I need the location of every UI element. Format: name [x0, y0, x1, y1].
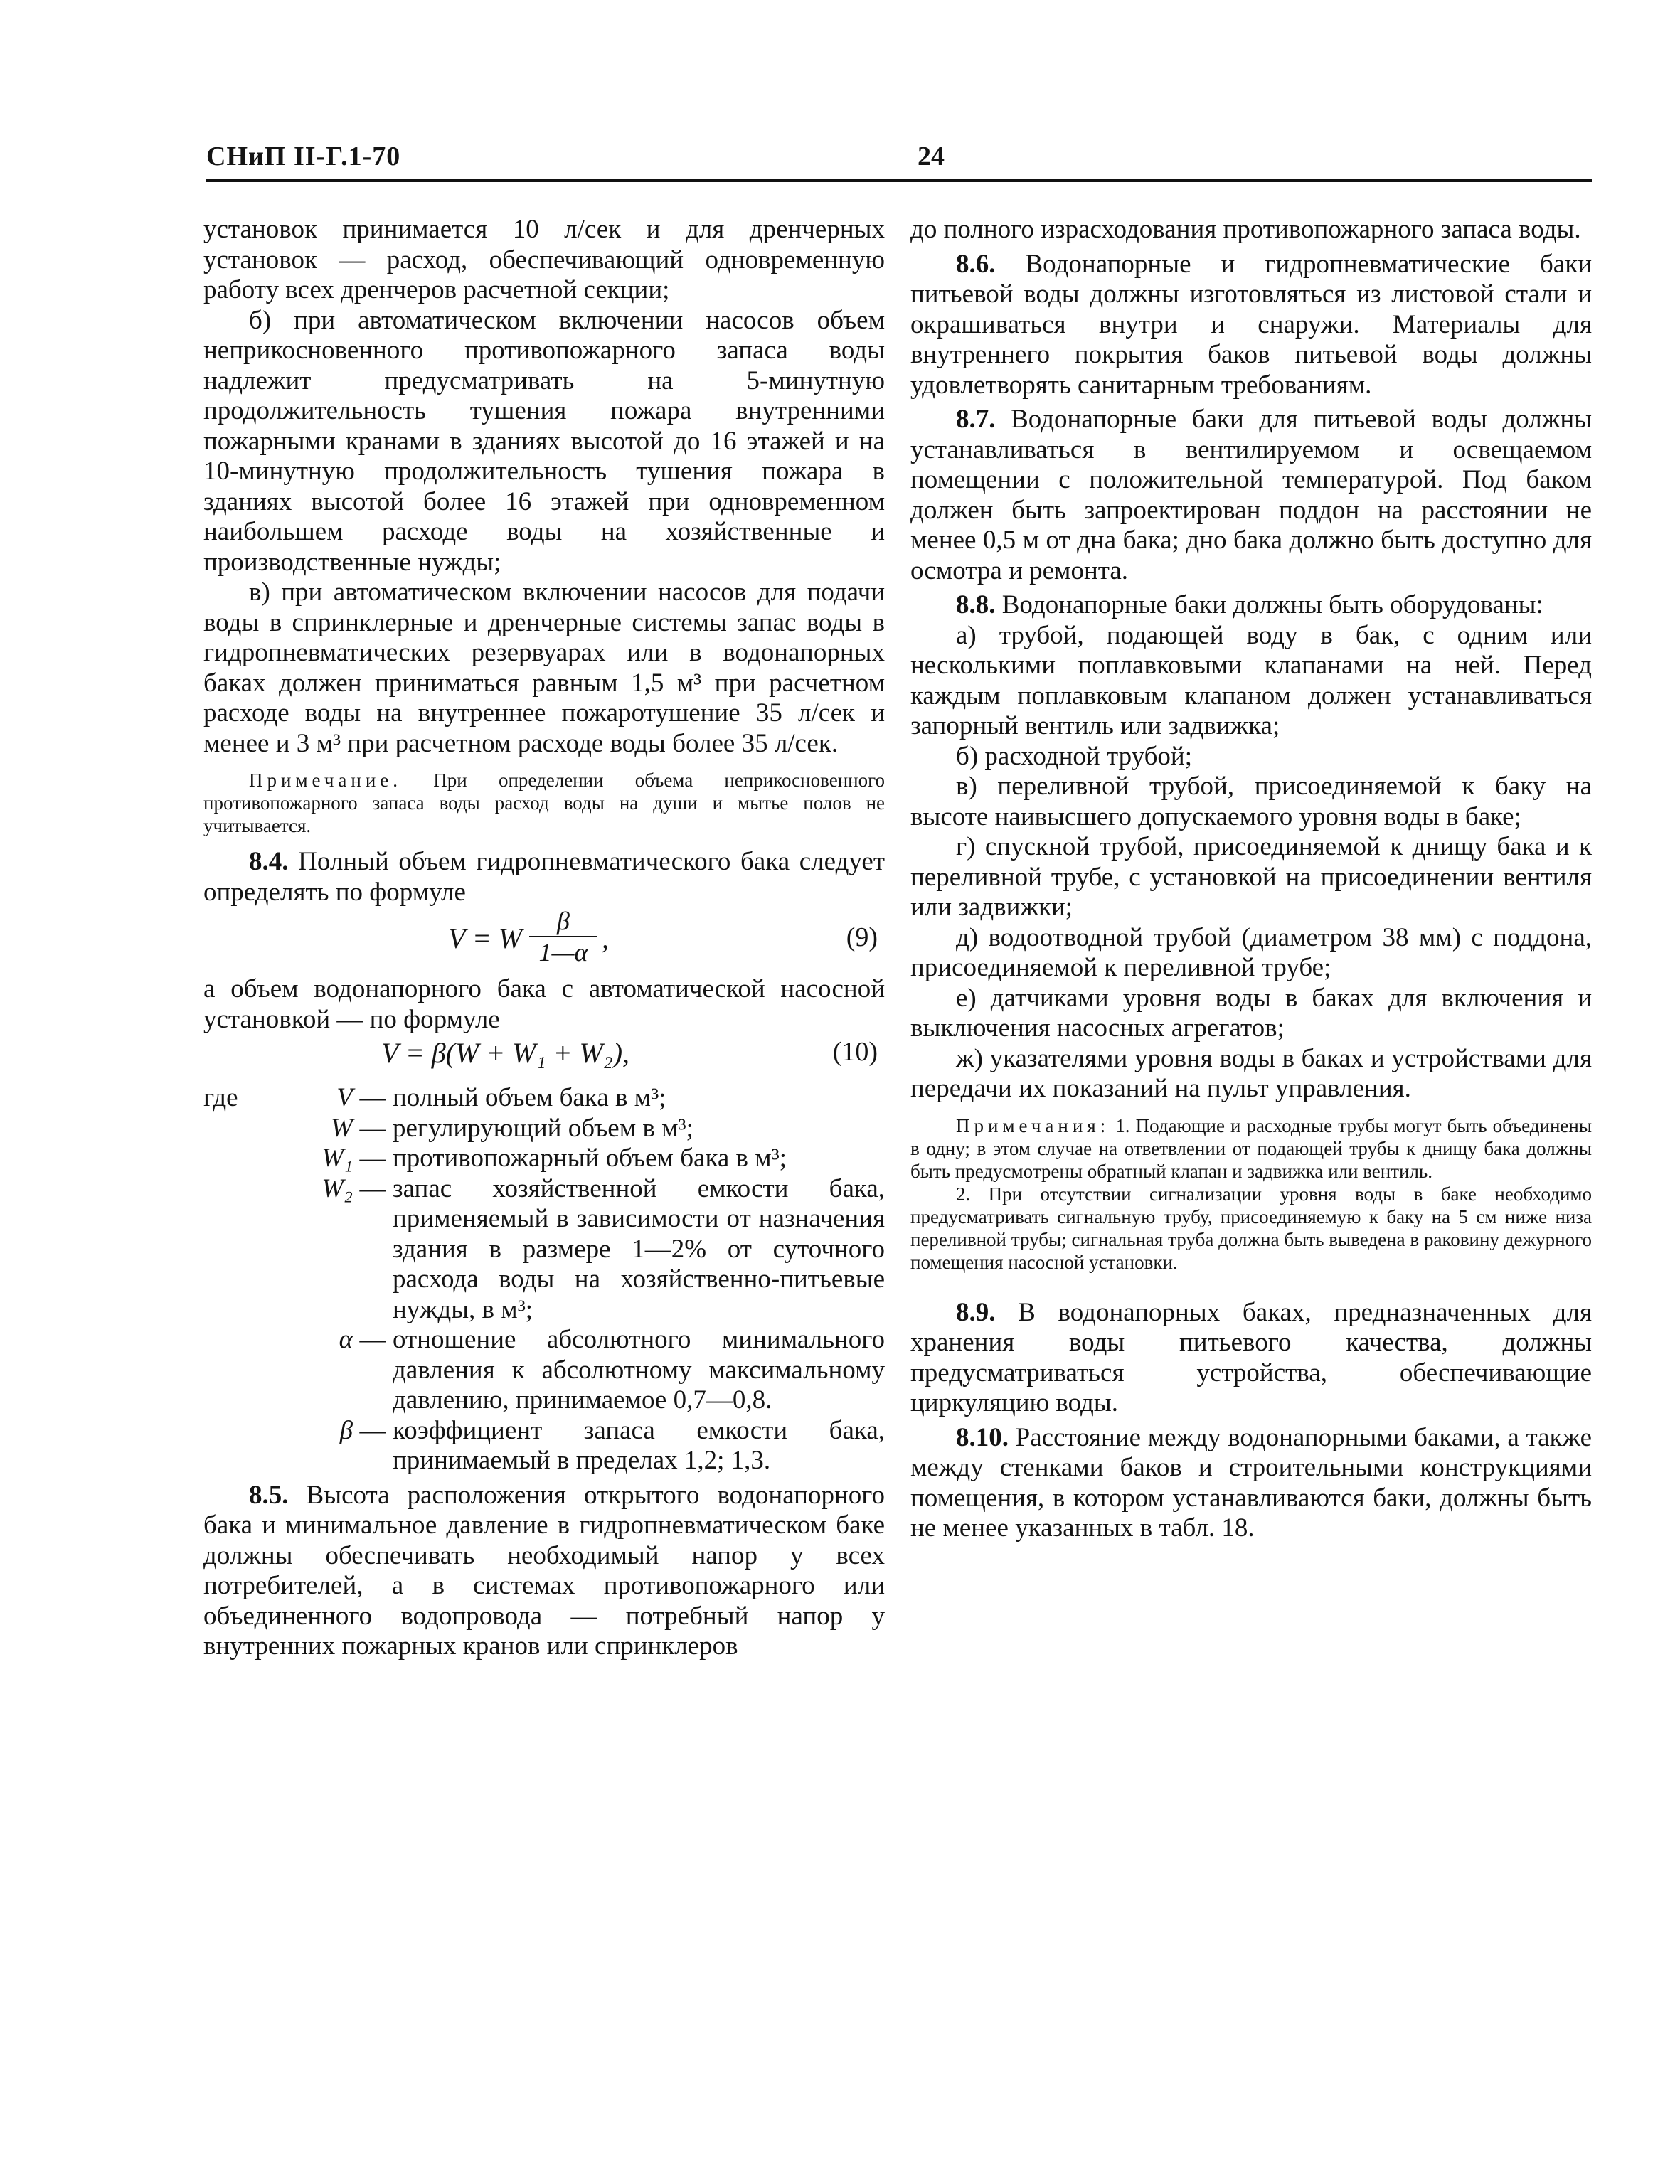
note-text: При определении объема неприкосновенного противопожарного запаса воды расход воды на души и мытье полов не учитывается. — [203, 769, 885, 836]
list-item: а) трубой, подающей воду в бак, с одним или несколькими поплавковыми клапанами на ней. Перед каждым поплавковым клапаном должен устанавливаться запорный вентиль или задвижка; — [910, 620, 1592, 740]
definition-text: полный объем бака в м³; — [393, 1083, 666, 1112]
definition-dash: — — [359, 1325, 386, 1354]
definition-dash: — — [359, 1144, 386, 1173]
list-item: е) датчиками уровня воды в баках для включения и выключения насосных агрегатов; — [910, 983, 1592, 1043]
definition-line — [203, 1174, 885, 1326]
section-text: Водонапорные и гидропневматические баки питьевой воды должны изготовляться из листовой стали и окрашиваться внутри и снаружи. Материалы для внутреннего покрытия баков питьевой воды должны удовлетворять санитарным требованиям. — [910, 249, 1593, 400]
paragraph-after-formula-9: а объем водонапорного бака с автоматической насосной установкой — по формуле — [203, 974, 885, 1034]
section-number: 8.9. — [956, 1297, 996, 1327]
section-8-5 — [203, 1481, 885, 1662]
section-text: Водонапорные баки для питьевой воды должны устанавливаться в вентилируемом и освещаемом помещении с положительной температурой. Под баком должен быть запроектирован поддон на расстоянии не менее 0,5 м от дна бака; дно бака должно быть доступно для осмотра и ремонта. — [910, 405, 1592, 585]
definition-symbol: α — [339, 1325, 353, 1354]
definition-text: регулирующий объем в м³; — [393, 1113, 693, 1143]
section-8-8 — [910, 590, 1592, 621]
definition-text: запас хозяйственной емкости бака, применяемый в зависимости от назначения здания в размере 1—2% от суточного расхода воды на хозяйственно-питьевые нужды, в м³; — [393, 1173, 885, 1324]
paragraph-b: б) при автоматическом включении насосов объем неприкосновенного противопожарного запаса воды надлежит предусматривать на 5-минутную продолжительность тушения пожара внутренними пожарными кранами в зданиях высотой до 16 этажей и на 10-минутную продолжительность тушения пожара в зданиях высотой более 16 этажей при одновременном наибольшем расходе воды на хозяйственные и производственные нужды; — [203, 305, 885, 577]
definition-symbol: V — [336, 1083, 353, 1112]
definition-symbol: W — [331, 1113, 353, 1143]
definition-line — [203, 1416, 885, 1476]
section-number: 8.10. — [956, 1422, 1009, 1452]
formula-10-number: (10) — [832, 1037, 878, 1067]
section-number: 8.8. — [956, 590, 996, 619]
formula-9-comma: , — [602, 922, 609, 954]
definition-symbol: β — [339, 1415, 353, 1445]
formula-9 — [203, 907, 885, 964]
header-rule — [206, 179, 1592, 182]
definition-dash: — — [359, 1113, 386, 1143]
note-block — [203, 769, 885, 837]
definition-lead — [203, 1174, 282, 1326]
notes-block — [910, 1114, 1592, 1183]
note-label: Примечание. — [249, 769, 403, 791]
symbol-definitions — [203, 1083, 885, 1476]
note-1: 1. Подающие и расходные трубы могут быть объединены в одну; в этом случае на ответвлении от подающей трубы к днищу бака должны быть предусмотрены обратный клапан и задвижка или вентиль. — [910, 1114, 1592, 1182]
section-number: 8.6. — [956, 249, 996, 279]
fraction-bar — [529, 936, 597, 937]
section-text: Расстояние между водонапорными баками, а также между стенками баков и строительными конструкциями помещения, в котором устанавливаются баки, должны быть не менее указанных в табл. 18. — [910, 1422, 1592, 1543]
formula-9-lhs: V = W — [448, 922, 523, 954]
section-8-9 — [910, 1298, 1592, 1419]
left-column — [203, 215, 885, 1662]
definition-symbol: W₂ — [321, 1173, 353, 1203]
section-text: Водонапорные баки должны быть оборудованы: — [1001, 590, 1543, 619]
formula-9-number: (9) — [846, 922, 878, 952]
right-column — [910, 215, 1592, 1544]
definition-line — [203, 1083, 885, 1114]
standard-code: СНиП II-Г.1-70 — [206, 142, 401, 171]
definition-text: отношение абсолютного минимального давления к абсолютному максимальному давлению, принимаемое 0,7—0,8. — [393, 1325, 885, 1415]
definition-line — [203, 1114, 885, 1144]
definition-lead — [203, 1325, 282, 1416]
section-number: 8.7. — [956, 405, 996, 434]
definition-text: коэффициент запаса емкости бака, принимаемый в пределах 1,2; 1,3. — [393, 1415, 885, 1475]
definition-lead — [203, 1144, 282, 1174]
list-item: д) водоотводной трубой (диаметром 38 мм) с поддона, присоединяемой к переливной трубе; — [910, 922, 1592, 982]
section-number: 8.4. — [249, 847, 289, 876]
definition-lead — [203, 1114, 282, 1144]
definition-symbol: W₁ — [321, 1144, 353, 1173]
definition-lead: где — [203, 1083, 238, 1112]
paragraph-continuation: до полного израсходования противопожарного запаса воды. — [910, 215, 1581, 244]
paragraph-v: в) при автоматическом включении насосов для подачи воды в спринклерные и дренчерные системы запас воды в гидропневматических резервуарах или в водонапорных баках должен приниматься равным 1,5 м³ при расчетном расходе воды на внутреннее пожаротушение 35 л/сек и менее и 3 м³ при расчетном расходе воды более 35 л/сек. — [203, 577, 885, 758]
definition-line — [203, 1325, 885, 1416]
page-header — [206, 141, 1592, 182]
definition-dash: — — [359, 1083, 386, 1112]
definition-dash: — — [359, 1173, 386, 1203]
paragraph-continuation: установок принимается 10 л/сек и для дренчерных установок — расход, обеспечивающий одновременную работу всех дренчеров расчетной секции; — [203, 215, 885, 304]
note-2: 2. При отсутствии сигнализации уровня воды в баке необходимо предусматривать сигнальную трубу, присоединяемую к баку на 5 см ниже низа переливной трубы; сигнальная труба должна быть выведена в раковину дежурного помещения насосной установки. — [910, 1183, 1592, 1273]
section-text: Полный объем гидропневматического бака следует определять по формуле — [203, 847, 886, 907]
definition-text: противопожарный объем бака в м³; — [393, 1144, 787, 1173]
section-text: Высота расположения открытого водонапорного бака и минимальное давление в гидропневматическом баке должны обеспечивать необходимый напор у всех потребителей, а в системах противопожарного или объединенного водопровода — потребный напор у внутренних пожарных кранов или спринклеров — [203, 1480, 886, 1661]
definition-dash: — — [359, 1415, 386, 1445]
list-item: б) расходной трубой; — [956, 741, 1193, 771]
list-item: г) спускной трубой, присоединяемой к днищу бака и к переливной трубе, с установкой на присоединении вентиля или задвижки; — [910, 832, 1592, 922]
definition-line — [203, 1144, 885, 1174]
section-8-10 — [910, 1423, 1592, 1544]
fraction-denominator: 1—α — [538, 938, 588, 966]
fraction-numerator: β — [557, 907, 570, 935]
section-8-7 — [910, 405, 1592, 586]
section-8-6 — [910, 250, 1592, 401]
formula-10 — [203, 1036, 885, 1075]
page-number: 24 — [918, 142, 945, 171]
list-item: ж) указателями уровня воды в баках и устройствами для передачи их показаний на пульт управления. — [910, 1043, 1592, 1103]
definition-lead — [203, 1416, 282, 1476]
notes-label: Примечания: — [956, 1114, 1110, 1136]
section-text: В водонапорных баках, предназначенных для хранения воды питьевого качества, должны предусматриваться устройства, обеспечивающие циркуляцию воды. — [910, 1297, 1592, 1417]
section-8-4 — [203, 847, 885, 907]
section-number: 8.5. — [249, 1480, 289, 1510]
formula-9-fraction — [529, 907, 597, 966]
formula-10-expression: V = β(W + W₁ + W₂), — [381, 1037, 630, 1069]
list-item: в) переливной трубой, присоединяемой к баку на высоте наивысшего допускаемого уровня воды в баке; — [910, 772, 1592, 831]
